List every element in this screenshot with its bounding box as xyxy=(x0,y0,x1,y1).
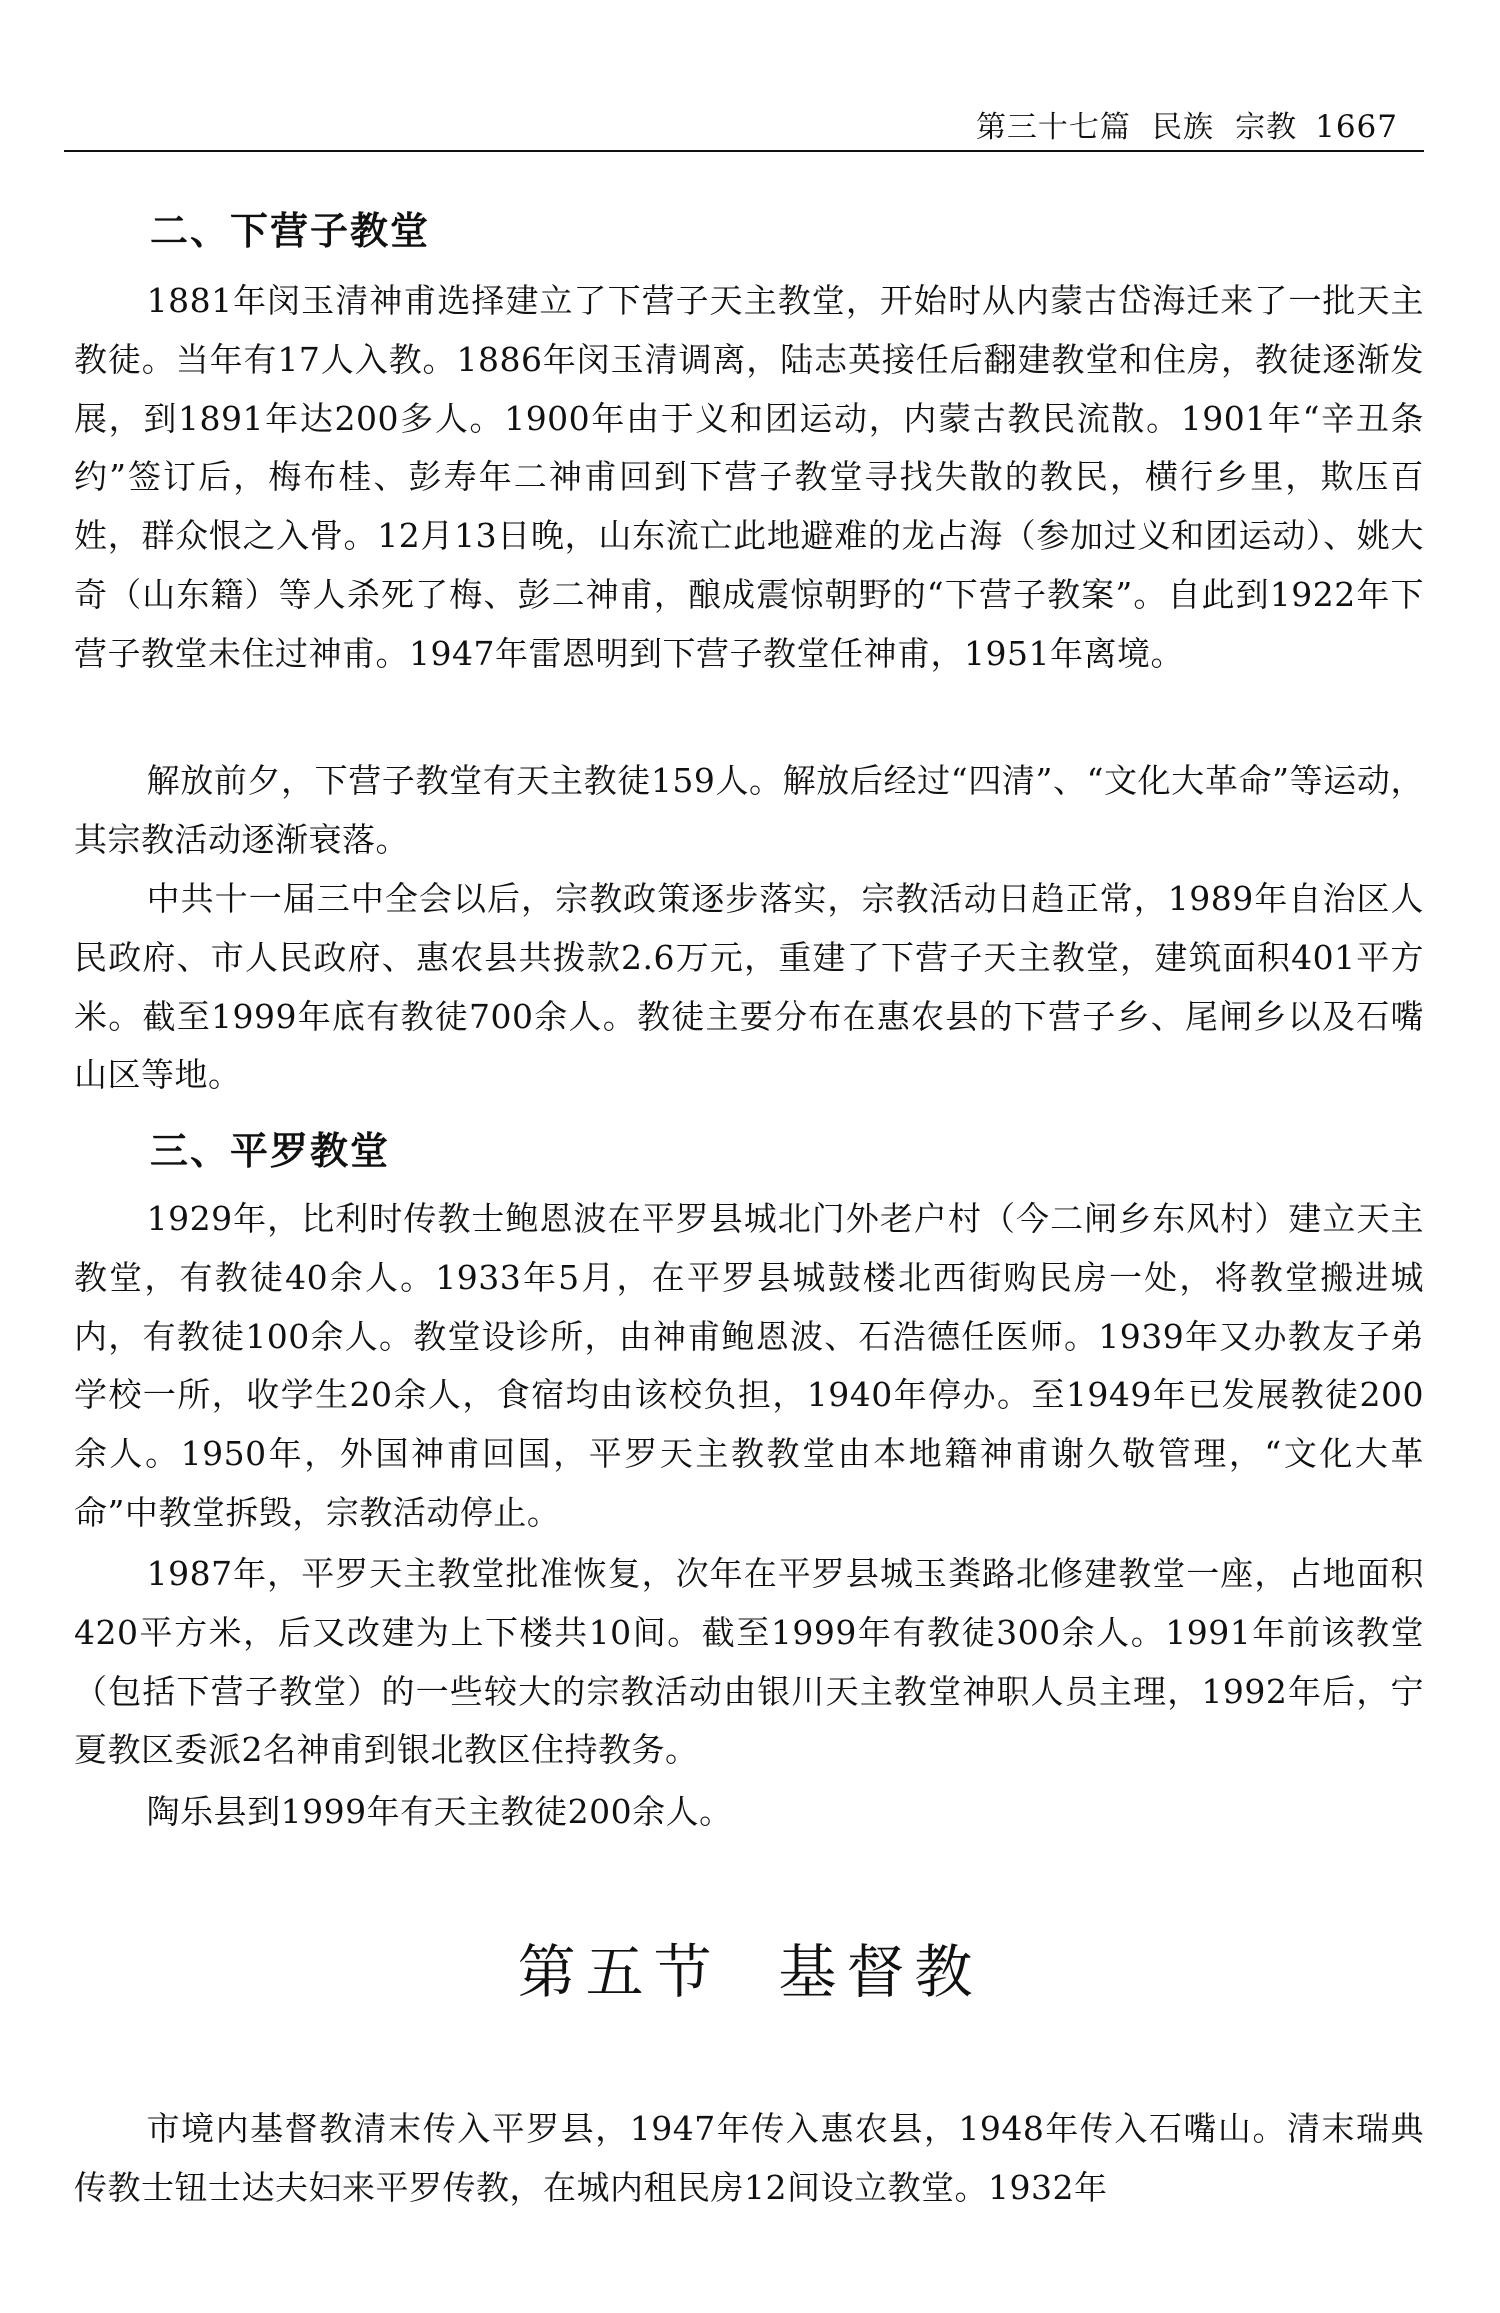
paragraph-pingluo-1: 1929年，比利时传教士鲍恩波在平罗县城北门外老户村（今二闸乡东风村）建立天主教堂，有教徒40余人。1933年5月，在平罗县城鼓楼北西街购民房一处，将教堂搬进城内，有教徒100余人。教堂设诊所，由神甫鲍恩波、石浩德任医师。1939年又办教友子弟学校一所，收学生20余人，食宿均由该校负担，1940年停办。至1949年已发展教徒200余人。1950年，外国神甫回国，平罗天主教教堂由本地籍神甫谢久敬管理，“文化大革命”中教堂拆毁，宗教活动停止。 xyxy=(74,1199,1424,1532)
paragraph-xiayingzi-1: 1881年闵玉清神甫选择建立了下营子天主教堂，开始时从内蒙古岱海迁来了一批天主教徒。当年有17人入教。1886年闵玉清调离，陆志英接任后翻建教堂和住房，教徒逐渐发展，到1891年达200多人。1900年由于义和团运动，内蒙古教民流散。1901年“辛丑条约”签订后，梅布桂、彭寿年二神甫回到下营子教堂寻找失散的教民，横行乡里，欺压百姓，群众恨之入骨。12月13日晚，山东流亡此地避难的龙占海（参加过义和团运动）、姚大奇（山东籍）等人杀死了梅、彭二神甫，酿成震惊朝野的“下营子教案”。自此到1922年下营子教堂未住过神甫。1947年雷恩明到下营子教堂任神甫，1951年离境。 xyxy=(74,281,1424,673)
paragraph-xiayingzi-3: 中共十一届三中全会以后，宗教政策逐步落实，宗教活动日趋正常，1989年自治区人民政府、市人民政府、惠农县共拨款2.6万元，重建了下营子天主教堂，建筑面积401平方米。截至1999年底有教徒700余人。教徒主要分布在惠农县的下营子乡、尾闸乡以及石嘴山区等地。 xyxy=(74,879,1424,1095)
paragraph-pingluo-2: 1987年，平罗天主教堂批准恢复，次年在平罗县城玉粪路北修建教堂一座，占地面积420平方米，后又改建为上下楼共10间。截至1999年有教徒300余人。1991年前该教堂（包括下营子教堂）的一些较大的宗教活动由银川天主教堂神职人员主理，1992年后，宁夏教区委派2名神甫到银北教区住持教务。 xyxy=(74,1554,1424,1770)
section-heading-pingluo: 三、平罗教堂 xyxy=(150,1129,391,1173)
paragraph-pingluo-3: 陶乐县到1999年有天主教徒200余人。 xyxy=(146,1792,733,1831)
running-title xyxy=(976,102,1398,146)
running-title-text: 第三十七篇 民族 宗教 xyxy=(975,110,1298,145)
paragraph-xiayingzi-2: 解放前夕，下营子教堂有天主教徒159人。解放后经过“四清”、“文化大革命”等运动，其宗教活动逐渐衰落。 xyxy=(74,761,1424,859)
running-header xyxy=(64,102,1424,152)
chapter-title: 第五节 基督教 xyxy=(517,1938,983,2006)
paragraph-christianity-1: 市境内基督教清末传入平罗县，1947年传入惠农县，1948年传入石嘴山。清末瑞典传教士钮士达夫妇来平罗传教，在城内租民房12间设立教堂。1932年 xyxy=(74,2109,1424,2207)
section-heading-xiayingzi: 二、下营子教堂 xyxy=(150,209,431,253)
page-number: 1667 xyxy=(1315,109,1398,145)
